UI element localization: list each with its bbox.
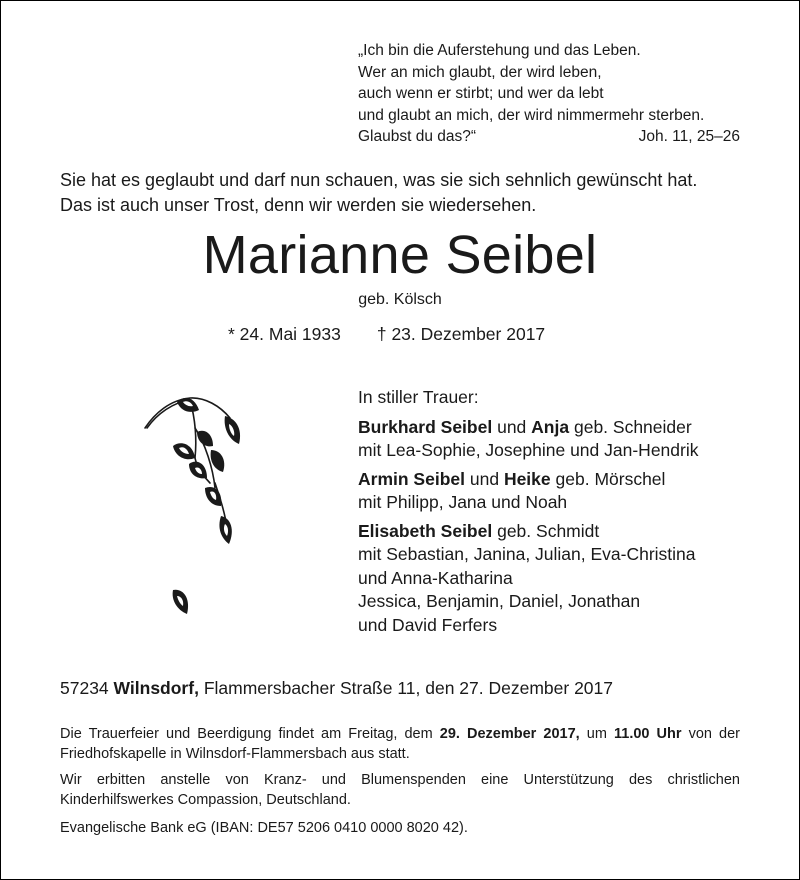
family-1-names bbox=[358, 416, 758, 440]
mourner-name: Elisabeth Seibel bbox=[358, 520, 493, 541]
birth-date: * 24. Mai 1933 bbox=[228, 324, 341, 344]
bank-details: Evangelische Bank eG (IBAN: DE57 5206 0410 0000 8020 42). bbox=[60, 820, 468, 836]
family-3-children: und Anna-Katharina bbox=[358, 567, 513, 588]
mourners-heading: In stiller Trauer: bbox=[358, 387, 479, 407]
family-1-children: mit Lea-Sophie, Josephine und Jan-Hendrik bbox=[358, 440, 699, 460]
address-line bbox=[60, 676, 613, 700]
zip-code: 57234 bbox=[60, 678, 109, 698]
mourner-maiden: geb. Schmidt bbox=[497, 520, 600, 541]
intro-text bbox=[60, 168, 740, 218]
quote-line: und glaubt an mich, der wird nimmermehr sterben. bbox=[358, 106, 705, 124]
mourners bbox=[358, 386, 758, 642]
family-3 bbox=[358, 520, 758, 638]
family-2-names bbox=[358, 468, 758, 492]
intro-line: Das ist auch unser Trost, denn wir werden sie wiedersehen. bbox=[60, 195, 537, 215]
funeral-text: von der Friedhofskapelle in Wilnsdorf-Flammersbach aus statt. bbox=[60, 726, 740, 762]
quote-line: „Ich bin die Auferstehung und das Leben. bbox=[358, 42, 641, 59]
quote-line: Glaubst du das?“ bbox=[358, 128, 477, 145]
funeral-date: 29. Dezember 2017, bbox=[439, 726, 580, 742]
quote-reference: Joh. 11, 25–26 bbox=[638, 128, 740, 145]
funeral-text: Die Trauerfeier und Beerdigung findet am Freitag, dem bbox=[60, 726, 433, 742]
conjunction: und bbox=[497, 416, 527, 437]
intro-line: Sie hat es geglaubt und darf nun schauen, was sie sich sehnlich gewünscht hat. bbox=[60, 170, 698, 190]
family-3-grandchildren: und David Ferfers bbox=[358, 614, 498, 635]
death-date: † 23. Dezember 2017 bbox=[376, 324, 546, 344]
quote-line: auch wenn er stirbt; und wer da lebt bbox=[358, 85, 604, 102]
partner-name: Anja bbox=[531, 416, 570, 437]
deceased-name: Marianne Seibel bbox=[202, 225, 598, 285]
address-rest: Flammersbacher Straße 11, den 27. Dezember 2017 bbox=[203, 678, 613, 698]
funeral-text: um bbox=[586, 726, 607, 742]
family-3-names bbox=[358, 520, 758, 544]
funeral-info bbox=[60, 724, 740, 764]
funeral-time: 11.00 Uhr bbox=[613, 726, 682, 742]
bible-quote bbox=[358, 40, 740, 148]
partner-maiden: geb. Schneider bbox=[573, 416, 692, 437]
family-2 bbox=[358, 468, 758, 515]
quote-line: Wer an mich glaubt, der wird leben, bbox=[358, 63, 602, 81]
mourner-name: Armin Seibel bbox=[358, 468, 465, 489]
partner-name: Heike bbox=[503, 468, 551, 489]
family-3-children: mit Sebastian, Janina, Julian, Eva-Christina bbox=[358, 544, 696, 564]
partner-maiden: geb. Mörschel bbox=[555, 468, 666, 489]
family-1 bbox=[358, 416, 758, 463]
mourner-name: Burkhard Seibel bbox=[358, 416, 493, 437]
quote-last-row bbox=[358, 126, 740, 148]
maiden-name: geb. Kölsch bbox=[358, 291, 442, 308]
donation-request: Wir erbitten anstelle von Kranz- und Blumenspenden eine Unterstützung des christlichen Kinderhilfswerkes Compassion, Deutschland. bbox=[60, 772, 740, 808]
family-2-children: mit Philipp, Jana und Noah bbox=[358, 492, 568, 512]
town: Wilnsdorf, bbox=[113, 678, 199, 698]
birch-twig-icon bbox=[135, 388, 265, 638]
family-3-grandchildren: Jessica, Benjamin, Daniel, Jonathan bbox=[358, 591, 641, 611]
life-dates bbox=[228, 322, 545, 346]
conjunction: und bbox=[469, 468, 500, 489]
